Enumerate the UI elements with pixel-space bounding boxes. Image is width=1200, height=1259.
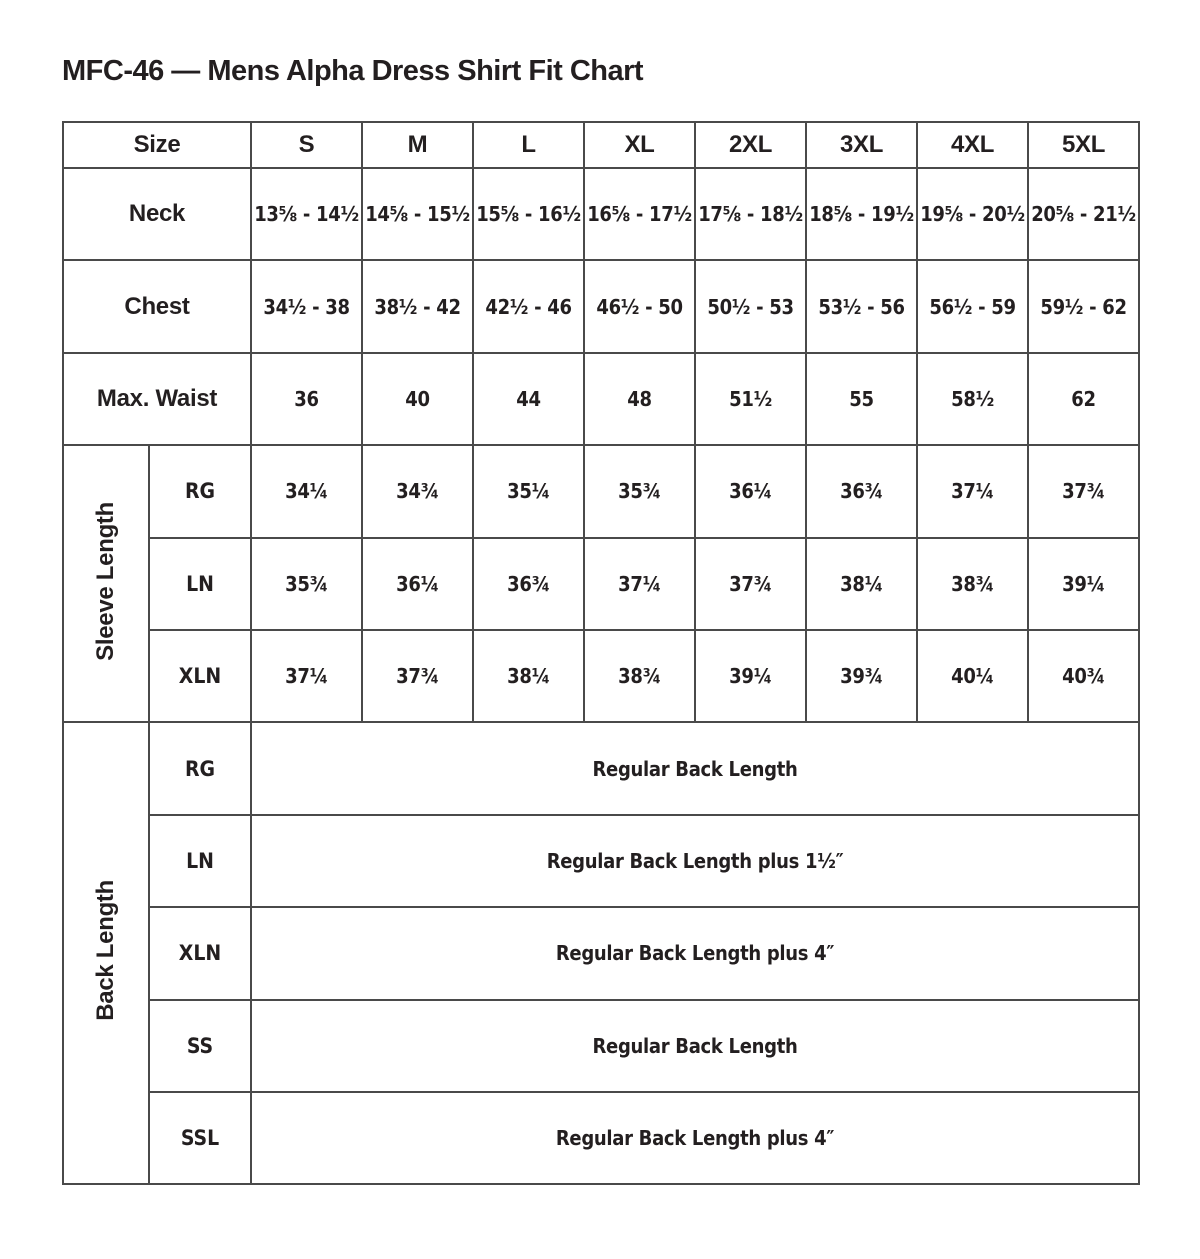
size-col-header-m: M bbox=[362, 122, 473, 168]
fit-chart-table bbox=[62, 121, 1140, 1185]
neck-value-cell: 14⅝ - 15½ bbox=[362, 168, 473, 260]
max-waist-row-label: Max. Waist bbox=[63, 353, 251, 445]
sleeve-ln-code: LN bbox=[149, 538, 251, 630]
back-xln-code: XLN bbox=[149, 907, 251, 999]
max-waist-value-cell: 44 bbox=[473, 353, 584, 445]
max-waist-value-cell: 55 bbox=[806, 353, 917, 445]
back-ss-code: SS bbox=[149, 1000, 251, 1092]
size-col-header-5xl: 5XL bbox=[1028, 122, 1139, 168]
size-col-header-3xl: 3XL bbox=[806, 122, 917, 168]
sleeve-xln-value-cell: 40¾ bbox=[1028, 630, 1139, 722]
sleeve-length-section-label: Sleeve Length bbox=[92, 501, 119, 661]
max-waist-value-cell: 58½ bbox=[917, 353, 1028, 445]
neck-value-cell: 17⅝ - 18½ bbox=[695, 168, 806, 260]
back-ln-code: LN bbox=[149, 815, 251, 907]
sleeve-ln-value-cell: 39¼ bbox=[1028, 538, 1139, 630]
header-row bbox=[63, 122, 1139, 168]
sleeve-xln-value-cell: 38¾ bbox=[584, 630, 695, 722]
size-col-header-l: L bbox=[473, 122, 584, 168]
neck-value-cell: 16⅝ - 17½ bbox=[584, 168, 695, 260]
back-ssl-code: SSL bbox=[149, 1092, 251, 1184]
chest-value-cell: 42½ - 46 bbox=[473, 260, 584, 352]
sleeve-ln-value-cell: 38¼ bbox=[806, 538, 917, 630]
neck-value-cell: 20⅝ - 21½ bbox=[1028, 168, 1139, 260]
chest-value-cell: 53½ - 56 bbox=[806, 260, 917, 352]
back-ln-row bbox=[63, 815, 1139, 907]
max-waist-value-cell: 36 bbox=[251, 353, 362, 445]
chest-value-cell: 38½ - 42 bbox=[362, 260, 473, 352]
chest-value-cell: 50½ - 53 bbox=[695, 260, 806, 352]
sleeve-xln-value-cell: 40¼ bbox=[917, 630, 1028, 722]
size-col-header-xl: XL bbox=[584, 122, 695, 168]
chest-value-cell: 46½ - 50 bbox=[584, 260, 695, 352]
chest-value-cell: 56½ - 59 bbox=[917, 260, 1028, 352]
back-rg-text-cell: Regular Back Length bbox=[251, 722, 1139, 814]
sleeve-xln-code: XLN bbox=[149, 630, 251, 722]
sleeve-ln-value-cell: 38¾ bbox=[917, 538, 1028, 630]
back-ss-row bbox=[63, 1000, 1139, 1092]
sleeve-xln-value-cell: 39¼ bbox=[695, 630, 806, 722]
size-col-header-2xl: 2XL bbox=[695, 122, 806, 168]
sleeve-rg-value-cell: 37¾ bbox=[1028, 445, 1139, 537]
back-length-section-label: Back Length bbox=[92, 880, 119, 1022]
sleeve-ln-value-cell: 37¾ bbox=[695, 538, 806, 630]
neck-value-cell: 19⅝ - 20½ bbox=[917, 168, 1028, 260]
back-rg-row bbox=[63, 722, 1139, 814]
sleeve-rg-code: RG bbox=[149, 445, 251, 537]
back-length-section-cell bbox=[63, 722, 149, 1184]
size-col-header-s: S bbox=[251, 122, 362, 168]
back-ssl-text-cell: Regular Back Length plus 4″ bbox=[251, 1092, 1139, 1184]
sleeve-ln-value-cell: 36¼ bbox=[362, 538, 473, 630]
sleeve-rg-row bbox=[63, 445, 1139, 537]
sleeve-xln-value-cell: 38¼ bbox=[473, 630, 584, 722]
neck-value-cell: 13⅝ - 14½ bbox=[251, 168, 362, 260]
sleeve-rg-value-cell: 34¼ bbox=[251, 445, 362, 537]
neck-row-label: Neck bbox=[63, 168, 251, 260]
sleeve-xln-row bbox=[63, 630, 1139, 722]
neck-value-cell: 18⅝ - 19½ bbox=[806, 168, 917, 260]
page-title: MFC-46 — Mens Alpha Dress Shirt Fit Chart bbox=[62, 55, 644, 87]
sleeve-xln-value-cell: 37¾ bbox=[362, 630, 473, 722]
sleeve-ln-row bbox=[63, 538, 1139, 630]
chest-value-cell: 59½ - 62 bbox=[1028, 260, 1139, 352]
neck-row bbox=[63, 168, 1139, 260]
sleeve-rg-value-cell: 35¾ bbox=[584, 445, 695, 537]
sleeve-length-section-cell bbox=[63, 445, 149, 722]
chest-row bbox=[63, 260, 1139, 352]
sleeve-rg-value-cell: 36¾ bbox=[806, 445, 917, 537]
sleeve-ln-value-cell: 35¾ bbox=[251, 538, 362, 630]
max-waist-value-cell: 40 bbox=[362, 353, 473, 445]
max-waist-value-cell: 62 bbox=[1028, 353, 1139, 445]
chest-row-label: Chest bbox=[63, 260, 251, 352]
max-waist-row bbox=[63, 353, 1139, 445]
sleeve-rg-value-cell: 37¼ bbox=[917, 445, 1028, 537]
sleeve-xln-value-cell: 39¾ bbox=[806, 630, 917, 722]
sleeve-ln-value-cell: 37¼ bbox=[584, 538, 695, 630]
back-rg-code: RG bbox=[149, 722, 251, 814]
back-ss-text-cell: Regular Back Length bbox=[251, 1000, 1139, 1092]
back-ln-text-cell: Regular Back Length plus 1½″ bbox=[251, 815, 1139, 907]
back-ssl-row bbox=[63, 1092, 1139, 1184]
back-xln-row bbox=[63, 907, 1139, 999]
max-waist-value-cell: 51½ bbox=[695, 353, 806, 445]
sleeve-ln-value-cell: 36¾ bbox=[473, 538, 584, 630]
sleeve-xln-value-cell: 37¼ bbox=[251, 630, 362, 722]
size-col-header-4xl: 4XL bbox=[917, 122, 1028, 168]
neck-value-cell: 15⅝ - 16½ bbox=[473, 168, 584, 260]
back-xln-text-cell: Regular Back Length plus 4″ bbox=[251, 907, 1139, 999]
size-header-cell: Size bbox=[63, 122, 251, 168]
sleeve-rg-value-cell: 35¼ bbox=[473, 445, 584, 537]
sleeve-rg-value-cell: 34¾ bbox=[362, 445, 473, 537]
chest-value-cell: 34½ - 38 bbox=[251, 260, 362, 352]
sleeve-rg-value-cell: 36¼ bbox=[695, 445, 806, 537]
max-waist-value-cell: 48 bbox=[584, 353, 695, 445]
